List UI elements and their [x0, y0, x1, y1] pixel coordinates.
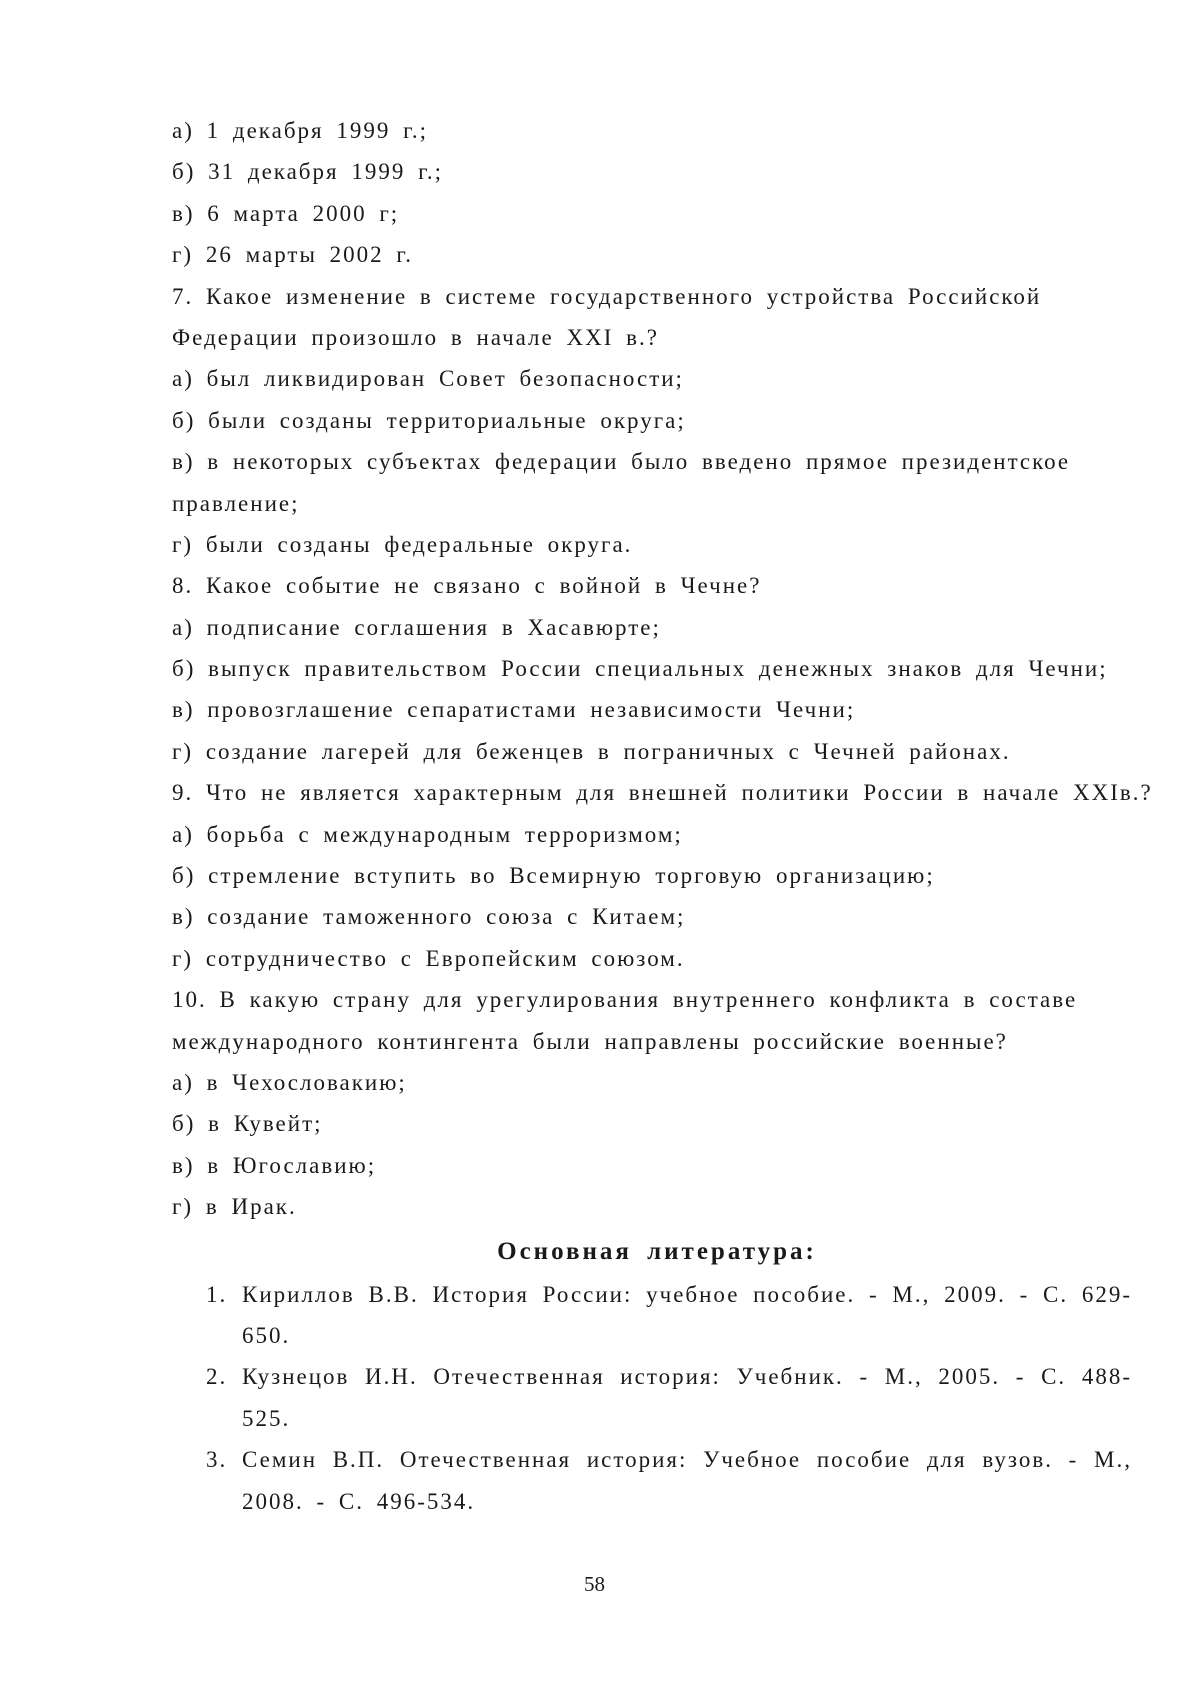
page-number: 58	[584, 1572, 605, 1596]
text-line: б) стремление вступить во Всемирную торговую организацию;	[172, 863, 935, 889]
text-line: б) в Кувейт;	[172, 1111, 323, 1137]
text-line: г) сотрудничество с Европейским союзом.	[172, 945, 685, 971]
question-line: международного контингента были направлены российские военные?	[172, 1028, 1008, 1054]
text-line: а) был ликвидирован Совет безопасности;	[172, 366, 684, 392]
text-line: б) выпуск правительством России специальных денежных знаков для Чечни;	[172, 656, 1108, 682]
reference-text: Кузнецов И.Н. Отечественная история: Учебник. - М., 2005. - С. 488-525.	[242, 1364, 1132, 1431]
text-line: а) подписание соглашения в Хасавюрте;	[172, 614, 661, 640]
text-line: г) 26 марты 2002 г.	[172, 242, 413, 268]
text-line: а) в Чехословакию;	[172, 1069, 407, 1095]
text-line: в) создание таможенного союза с Китаем;	[172, 904, 686, 930]
text-line: а) борьба с международным терроризмом;	[172, 821, 683, 847]
text-line: в) провозглашение сепаратистами независимости Чечни;	[172, 697, 856, 723]
text-line: а) 1 декабря 1999 г.;	[172, 118, 429, 143]
reference-number: 2.	[206, 1364, 228, 1390]
text-line: в) в некоторых субъектах федерации было введено прямое президентское	[172, 449, 1071, 475]
question-line: 10. В какую страну для урегулирования внутреннего конфликта в составе	[172, 987, 1078, 1013]
question-line: 8. Какое событие не связано с войной в Чечне?	[172, 573, 762, 599]
question-line: Федерации произошло в начале XXI в.?	[172, 324, 659, 350]
page-body	[172, 110, 1153, 1522]
text-line: б) 31 декабря 1999 г.;	[172, 159, 444, 185]
question-line: 9. Что не является характерным для внешней политики России в начале XXIв.?	[172, 780, 1153, 806]
reference-text: Кириллов В.В. История России: учебное пособие. - М., 2009. - С. 629-650.	[242, 1281, 1132, 1348]
reference-number: 3.	[206, 1447, 228, 1473]
text-line: г) создание лагерей для беженцев в пограничных с Чечней районах.	[172, 738, 1011, 764]
text-line: г) в Ирак.	[172, 1194, 297, 1220]
reference-number: 1.	[206, 1281, 228, 1307]
reference-list	[172, 1274, 1132, 1522]
question-line: 7. Какое изменение в системе государственного устройства Российской	[172, 283, 1042, 309]
text-line: правление;	[172, 490, 300, 516]
reference-item	[172, 1439, 1132, 1522]
text-line: в) в Югославию;	[172, 1152, 377, 1178]
reference-item	[172, 1356, 1132, 1439]
reference-text: Семин В.П. Отечественная история: Учебное пособие для вузов. - М., 2008. - С. 496-534.	[242, 1447, 1132, 1514]
reference-item	[172, 1274, 1132, 1357]
text-line: г) были созданы федеральные округа.	[172, 531, 633, 557]
section-heading: Основная литература:	[497, 1237, 817, 1265]
text-line: б) были созданы территориальные округа;	[172, 407, 686, 433]
text-line: в) 6 марта 2000 г;	[172, 200, 400, 226]
